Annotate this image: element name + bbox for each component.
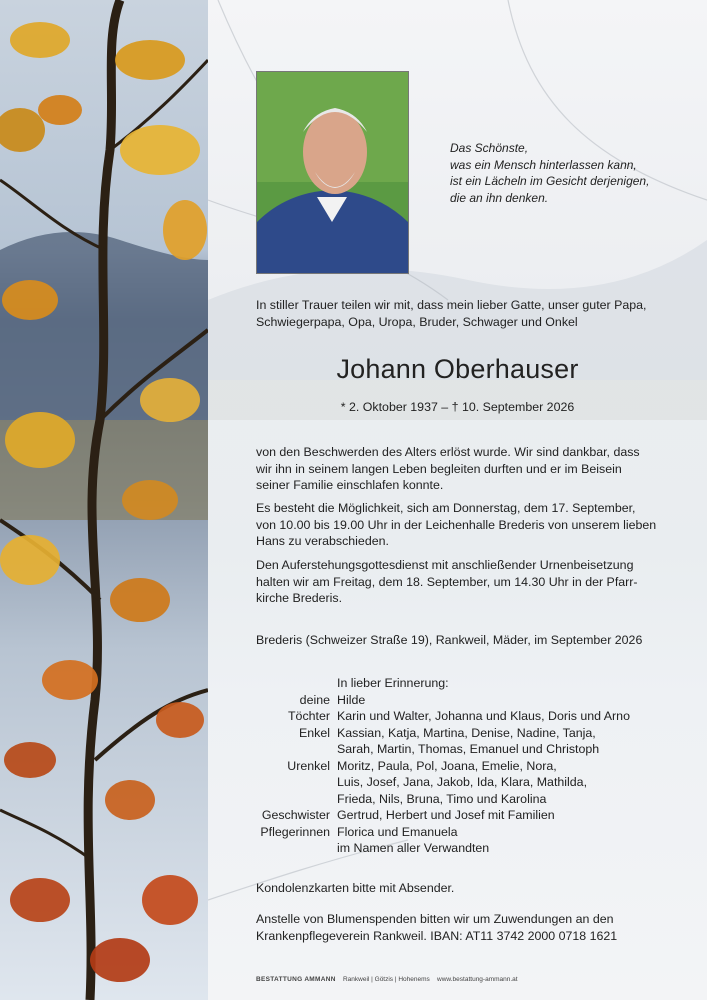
body-paragraph-3: Den Auferstehungsgottesdienst mit anschließender Urnenbeisetzung halten wir am Freitag, dem 18. September, um 14.30 Uhr in der Pfarr- kirche Brederis.: [256, 558, 638, 605]
mourners-list: [236, 675, 630, 857]
list-item: In lieber Erinnerung:: [337, 676, 449, 690]
funeral-home-locations: Rankweil | Götzis | Hohenems: [342, 976, 430, 983]
funeral-home-footer: [256, 976, 518, 983]
list-item: Enkel Kassian, Katja, Martina, Denise, Nadine, Tanja,: [299, 725, 596, 740]
autumn-tree-photo: [0, 0, 208, 1000]
deceased-name: Johann Oberhauser: [336, 354, 579, 384]
list-item: deine Hilde: [299, 692, 366, 707]
memorial-quote: Das Schönste, was ein Mensch hinterlassen kann, ist ein Lächeln im Gesicht derjenigen, die an ihn denken.: [450, 141, 650, 205]
list-item: Töchter Karin und Walter, Johanna und Klaus, Doris und Arno: [287, 709, 630, 723]
list-item: Sarah, Martin, Thomas, Emanuel und Christoph: [337, 742, 600, 756]
body-paragraph-2: Es besteht die Möglichkeit, sich am Donnerstag, dem 17. September, von 10.00 bis 19.00 Uhr in der Leichenhalle Brederis von unserem lieben Hans zu verabschieden.: [256, 501, 657, 548]
list-item: Urenkel Moritz, Paula, Pol, Joana, Emelie, Nora,: [287, 758, 557, 773]
list-item: Geschwister Gertrud, Herbert und Josef mit Familien: [261, 808, 555, 822]
funeral-home-url: www.bestattung-ammann.at: [437, 976, 518, 983]
list-item: Pflegerinnen Florica und Emanuela: [260, 824, 458, 839]
body-paragraph-1: von den Beschwerden des Alters erlöst wurde. Wir sind dankbar, dass wir ihn in seinem langen Leben begleiten durften und er im Beisein seiner Familie einschlafen konnte.: [256, 445, 640, 492]
location-date-line: Brederis (Schweizer Straße 19), Rankweil, Mäder, im September 2026: [256, 633, 643, 647]
life-dates: * 2. Oktober 1937 – † 10. September 2026: [340, 400, 575, 414]
list-item: Luis, Josef, Jana, Jakob, Ida, Klara, Mathilda,: [337, 775, 588, 789]
donation-note: Anstelle von Blumenspenden bitten wir um Zuwendungen an den Krankenpflegeverein Rankweil. IBAN: AT11 3742 2000 0718 1621: [256, 912, 618, 943]
list-item: im Namen aller Verwandten: [337, 841, 490, 855]
deceased-portrait: [256, 71, 409, 274]
intro-text: In stiller Trauer teilen wir mit, dass mein lieber Gatte, unser guter Papa, Schwiegerpapa, Opa, Uropa, Bruder, Schwager und Onkel: [256, 298, 647, 329]
condolence-note: Kondolenzkarten bitte mit Absender.: [256, 881, 455, 895]
list-item: Frieda, Nils, Bruna, Timo und Karolina: [337, 791, 547, 806]
funeral-home-logo: BESTATTUNG AMMANN: [256, 976, 336, 983]
